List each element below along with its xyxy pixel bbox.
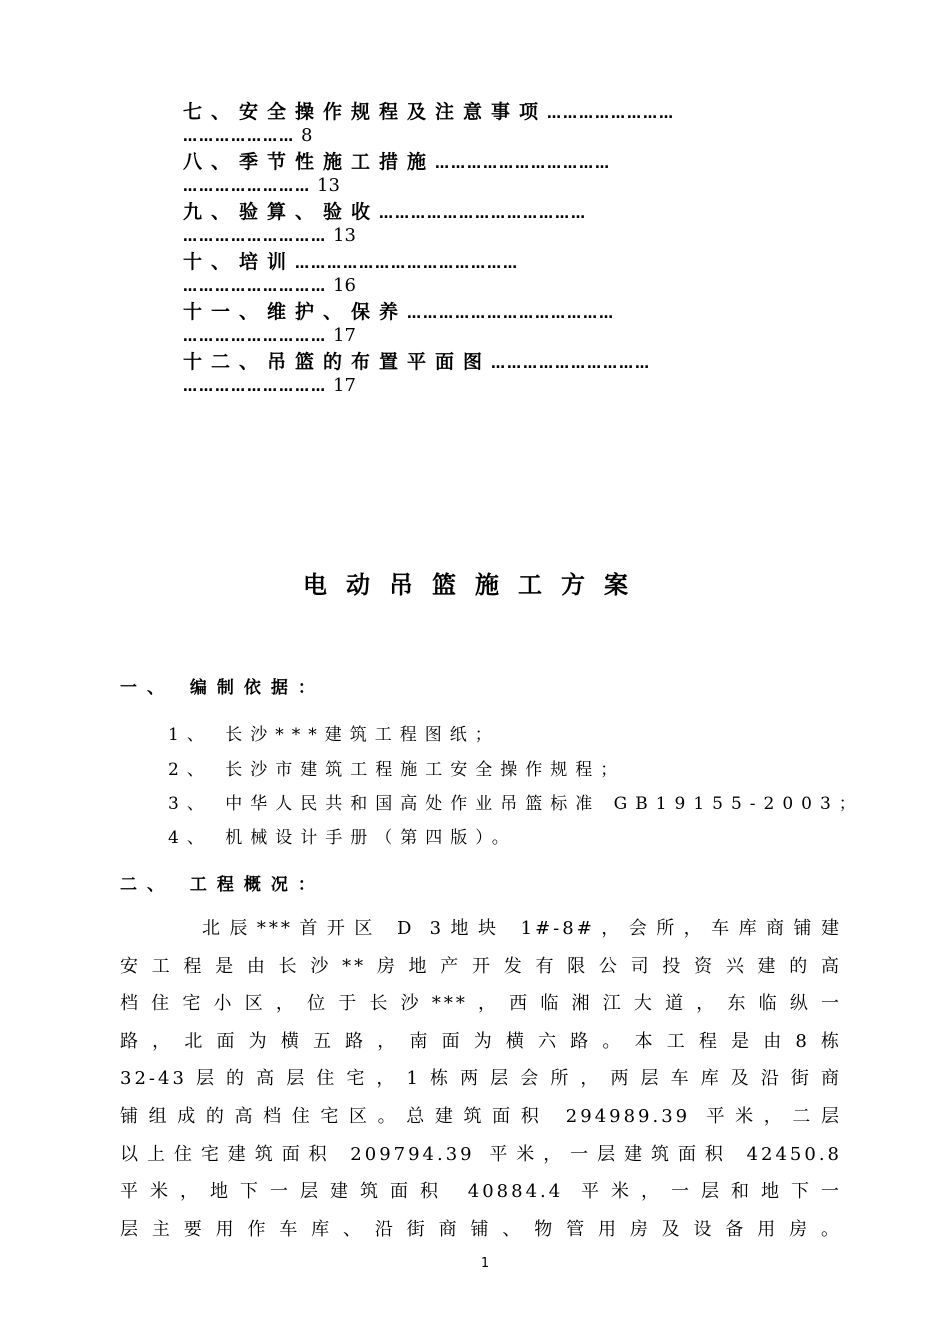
paragraph-line: 层主要用作车库、沿街商铺、物管用房及设备用房。 <box>120 1218 842 1240</box>
paragraph-line: 32-43层的高层住宅，1栋两层会所，两层车库及沿街商 <box>120 1068 842 1090</box>
toc-leader-dots: ……………………… <box>183 379 327 395</box>
toc-page-number: 8 <box>301 125 313 146</box>
page-number: 1 <box>480 1256 490 1271</box>
paragraph-line: 档住宅小区，位于长沙***，西临湘江大道，东临纵一 <box>120 993 842 1015</box>
section-heading: 二、 工程概况： <box>120 875 325 895</box>
toc-leader-dots: …………………………… <box>435 156 612 172</box>
toc-leader-dots: ……………………… <box>183 279 327 295</box>
toc-leader-dots: ……………………… <box>183 229 327 245</box>
toc-entry-title: 十、培训 <box>183 251 296 273</box>
section-heading: 一、 编制依据： <box>120 678 325 698</box>
toc-entry[interactable] <box>183 348 841 398</box>
paragraph-line: 北辰***首开区 D 3地块 1#-8#，会所，车库商铺建 <box>202 918 842 939</box>
toc-entry[interactable] <box>183 98 841 148</box>
paragraph-line: 铺组成的高档住宅区。总建筑面积 294989.39 平米，二层 <box>120 1105 842 1127</box>
toc-page-number: 16 <box>333 275 356 296</box>
table-of-contents <box>183 98 841 398</box>
toc-entry[interactable] <box>183 148 841 198</box>
toc-entry-title: 八、季节性施工措施 <box>183 151 436 173</box>
basis-item: 1、 长沙***建筑工程图纸； <box>168 725 500 745</box>
toc-entry[interactable] <box>183 198 841 248</box>
toc-entry-title: 九、验算、验收 <box>183 201 380 223</box>
toc-leader-dots: ………………………… <box>491 356 652 372</box>
basis-item: 2、 长沙市建筑工程施工安全操作规程； <box>168 760 626 780</box>
toc-page-number: 17 <box>333 375 356 396</box>
basis-item: 4、 机械设计手册（第四版）。 <box>168 828 517 848</box>
toc-page-number: 13 <box>317 175 340 196</box>
toc-entry[interactable] <box>183 248 841 298</box>
toc-entry[interactable] <box>183 298 841 348</box>
toc-leader-dots: …………………… <box>183 179 311 195</box>
paragraph-line: 安工程是由长沙**房地产开发有限公司投资兴建的高 <box>120 955 842 977</box>
project-overview-paragraph <box>120 910 842 1248</box>
toc-leader-dots: ………………………………… <box>407 306 616 322</box>
toc-entry-title: 七、安全操作规程及注意事项 <box>183 101 548 123</box>
toc-page-number: 17 <box>333 325 356 346</box>
paragraph-line: 平米，地下一层建筑面积 40884.4 平米，一层和地下一 <box>120 1181 842 1203</box>
document-title: 电动吊篮施工方案 <box>303 571 647 599</box>
toc-page-number: 13 <box>333 225 356 246</box>
paragraph-line: 路，北面为横五路，南面为横六路。本工程是由8栋 <box>120 1030 842 1052</box>
toc-leader-dots: ………………… <box>183 129 295 145</box>
toc-entry-title: 十一、维护、保养 <box>183 301 408 323</box>
toc-leader-dots: ……………………… <box>183 329 327 345</box>
toc-leader-dots: …………………… <box>547 106 676 122</box>
toc-entry-title: 十二、吊篮的布置平面图 <box>183 351 492 373</box>
toc-leader-dots: …………………………………… <box>295 256 520 272</box>
toc-leader-dots: ………………………………… <box>379 206 588 222</box>
paragraph-line: 以上住宅建筑面积 209794.39 平米，一层建筑面积 42450.8 <box>120 1143 842 1165</box>
basis-item: 3、 中华人民共和国高处作业吊篮标准 GB19155-2003； <box>168 794 864 814</box>
